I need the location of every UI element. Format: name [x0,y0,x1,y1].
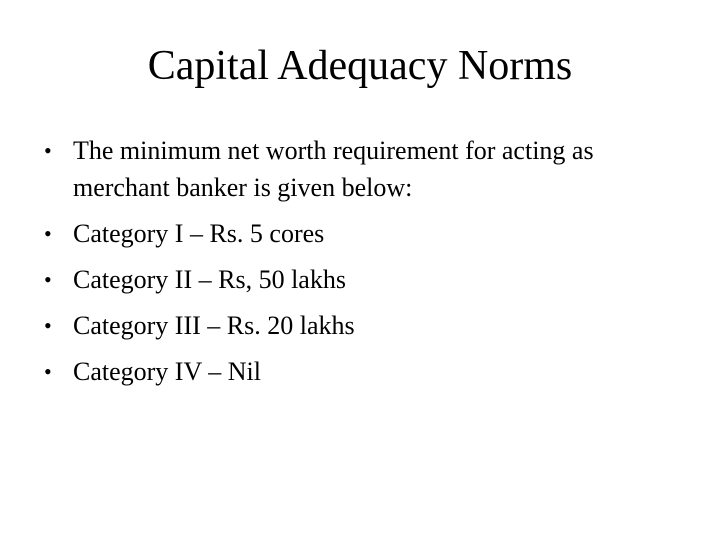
bullet-dot-icon: • [44,138,52,163]
list-item [44,307,684,344]
list-item [44,215,684,252]
bullet-text: Category II – Rs, 50 lakhs [73,265,346,294]
bullet-list [44,132,684,399]
bullet-text: Category III – Rs. 20 lakhs [73,311,355,340]
bullet-text: Category I – Rs. 5 cores [73,219,325,248]
bullet-dot-icon: • [44,313,52,338]
bullet-dot-icon: • [44,359,52,384]
list-item [44,353,684,390]
bullet-text: Category IV – Nil [73,357,261,386]
list-item [44,261,684,298]
slide-title: Capital Adequacy Norms [147,43,573,89]
bullet-dot-icon: • [44,267,52,292]
bullet-text: The minimum net worth requirement for acting as merchant banker is given below: [73,136,594,202]
list-item [44,132,684,206]
bullet-dot-icon: • [44,221,52,246]
